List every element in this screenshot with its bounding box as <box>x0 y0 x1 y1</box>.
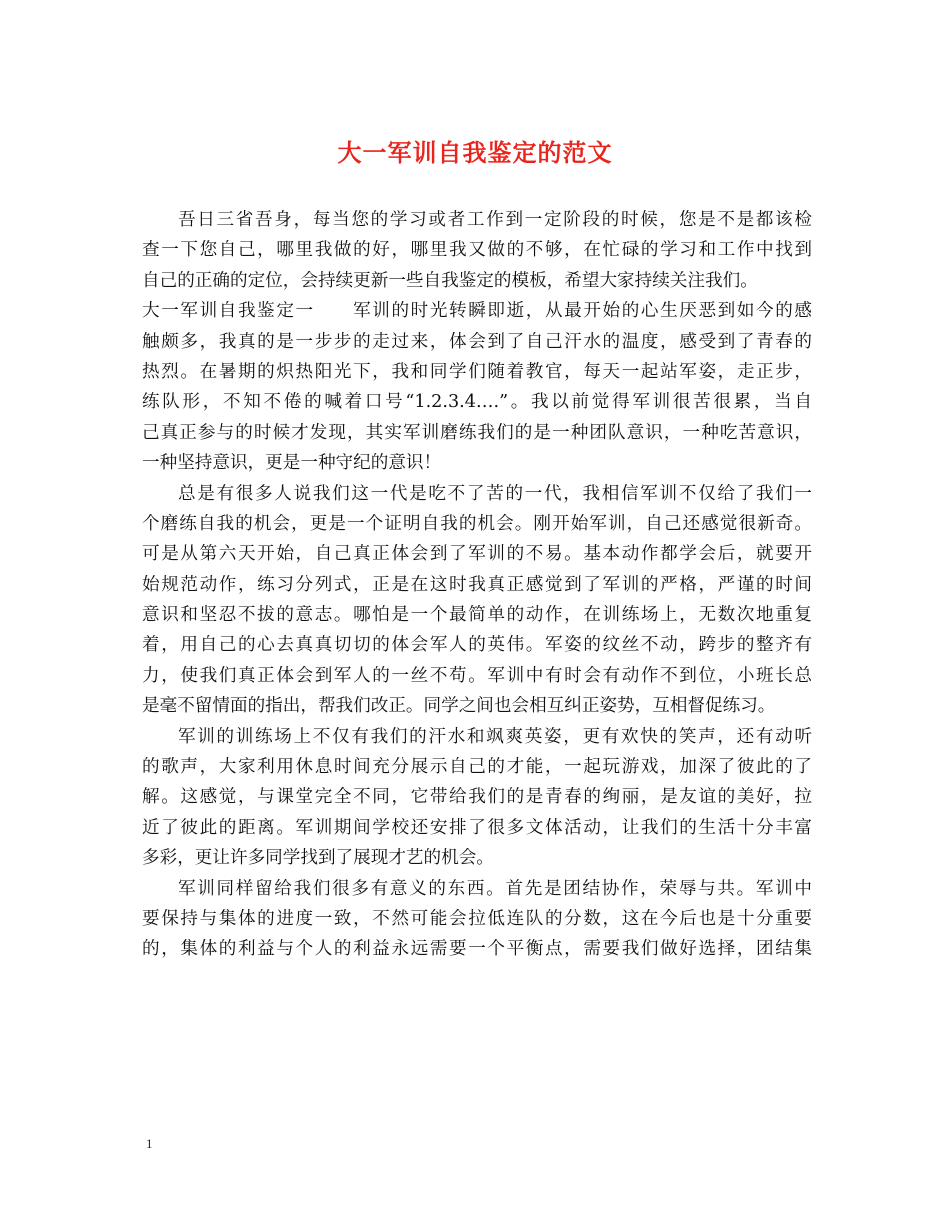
body-line: 解。这感觉，与课堂完全不同，它带给我们的是青春的绚丽，是友谊的美好，拉 <box>142 787 812 808</box>
body-line: 军训的训练场上不仅有我们的汗水和飒爽英姿，更有欢快的笑声，还有动听 <box>178 726 812 747</box>
body-line: 大一军训自我鉴定一 军训的时光转瞬即逝，从最开始的心生厌恶到如今的感 <box>142 301 812 322</box>
body-line: 着，用自己的心去真真切切的体会军人的英伟。军姿的纹丝不动，跨步的整齐有 <box>142 635 812 656</box>
body-line: 意识和坚忍不拔的意志。哪怕是一个最简单的动作，在训练场上，无数次地重复 <box>142 605 812 626</box>
document-body <box>142 205 812 965</box>
body-line: 力，使我们真正体会到军人的一丝不苟。军训中有时会有动作不到位，小班长总 <box>142 665 812 686</box>
body-line: 练队形，不知不倦的喊着口号“1.2.3.4….”。我以前觉得军训很苦很累，当自 <box>142 392 812 413</box>
document-title: 大一军训自我鉴定的范文 <box>337 139 613 167</box>
body-line: 要保持与集体的进度一致，不然可能会拉低连队的分数，这在今后也是十分重要 <box>142 908 812 929</box>
body-line: 查一下您自己，哪里我做的好，哪里我又做的不够，在忙碌的学习和工作中找到 <box>142 240 812 261</box>
body-line: 自己的正确的定位，会持续更新一些自我鉴定的模板，希望大家持续关注我们。 <box>142 270 758 291</box>
body-line: 近了彼此的距离。军训期间学校还安排了很多文体活动，让我们的生活十分丰富 <box>142 817 812 838</box>
body-line: 是毫不留情面的指出，帮我们改正。同学之间也会相互纠正姿势，互相督促练习。 <box>142 696 776 717</box>
body-line: 个磨练自我的机会，更是一个证明自我的机会。刚开始军训，自己还感觉很新奇。 <box>142 513 812 534</box>
body-line: 多彩，更让许多同学找到了展现才艺的机会。 <box>142 848 494 869</box>
body-line: 吾日三省吾身，每当您的学习或者工作到一定阶段的时候，您是不是都该检 <box>178 210 812 230</box>
body-line: 可是从第六天开始，自己真正体会到了军训的不易。基本动作都学会后，就要开 <box>142 544 812 565</box>
body-line: 总是有很多人说我们这一代是吃不了苦的一代，我相信军训不仅给了我们一 <box>178 483 812 504</box>
body-line: 始规范动作，练习分列式，正是在这时我真正感觉到了军训的严格，严谨的时间 <box>142 574 812 595</box>
body-line: 己真正参与的时候才发现，其实军训磨练我们的是一种团队意识，一种吃苦意识， <box>142 422 812 443</box>
body-line: 的歌声，大家利用休息时间充分展示自己的才能，一起玩游戏，加深了彼此的了 <box>142 757 812 778</box>
body-line: 军训同样留给我们很多有意义的东西。首先是团结协作，荣辱与共。军训中 <box>178 878 812 899</box>
page-number: 1 <box>146 1136 153 1151</box>
body-line: 的，集体的利益与个人的利益永远需要一个平衡点，需要我们做好选择，团结集 <box>142 939 812 960</box>
body-line: 一种坚持意识，更是一种守纪的意识！ <box>142 453 442 474</box>
body-line: 热烈。在暑期的炽热阳光下，我和同学们随着教官，每天一起站军姿，走正步， <box>142 361 812 382</box>
body-line: 触颇多，我真的是一步步的走过来，体会到了自己汗水的温度，感受到了青春的 <box>142 331 812 352</box>
